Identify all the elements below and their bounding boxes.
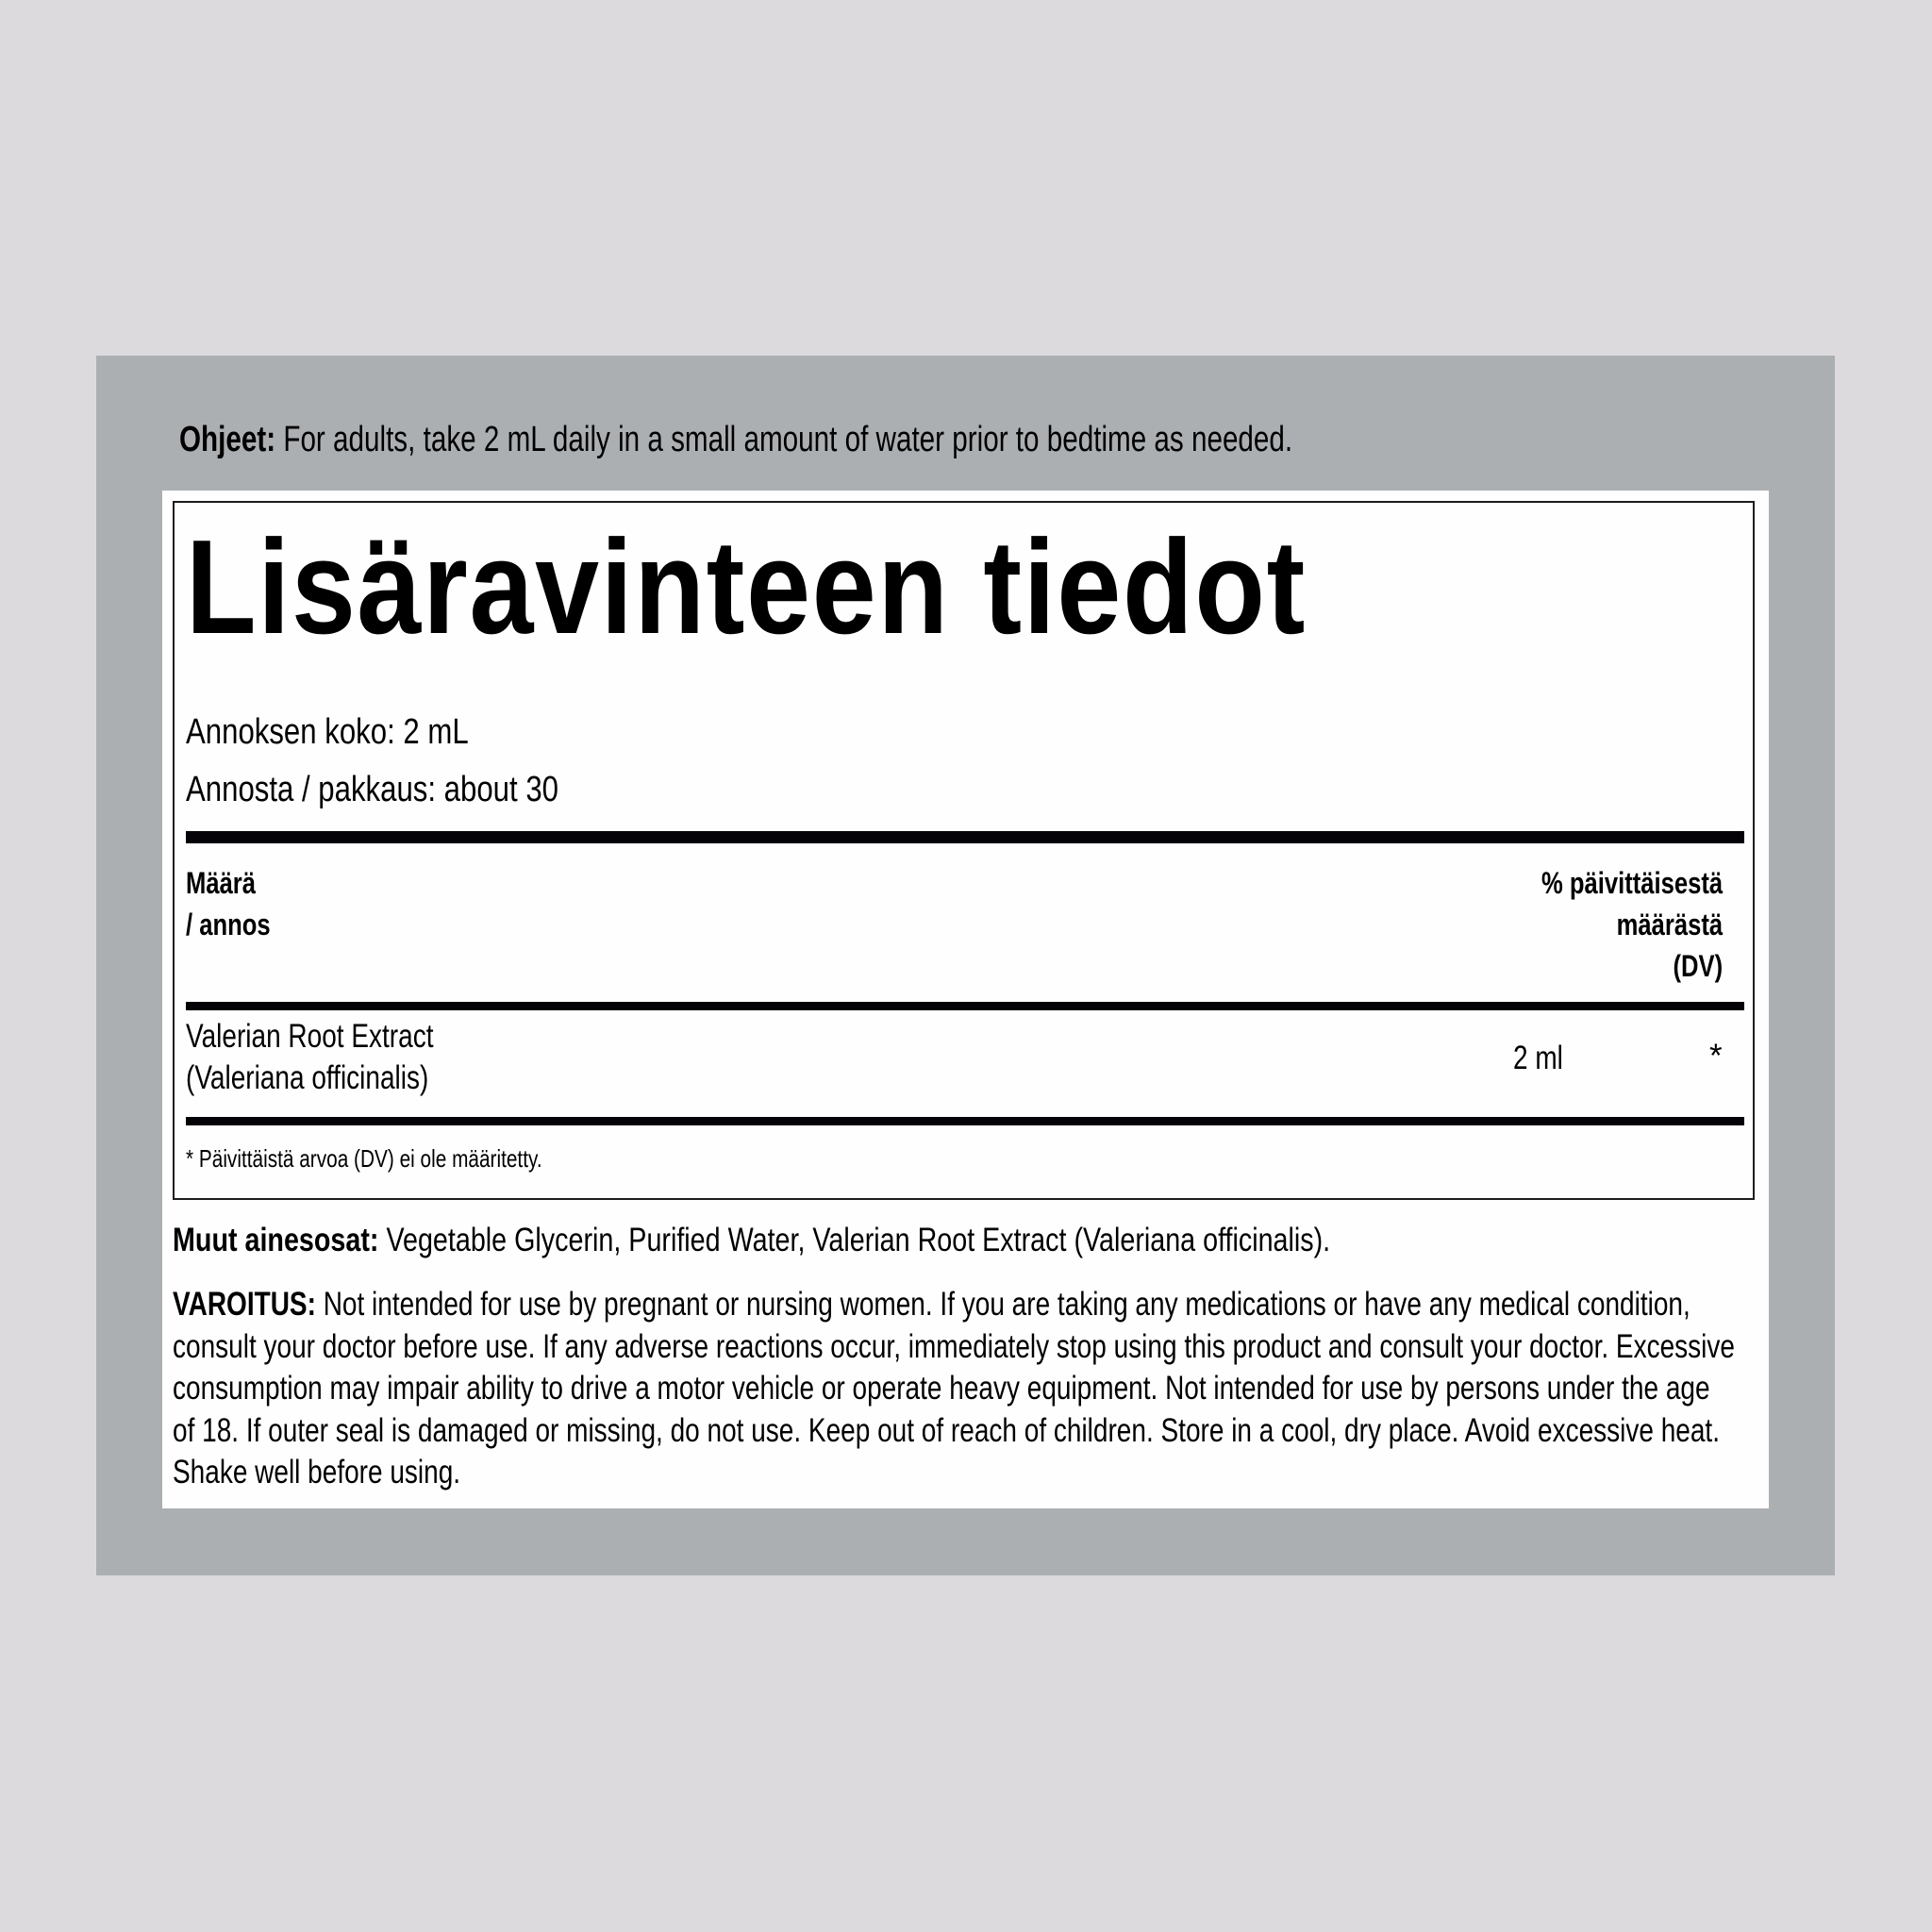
header-right-line-1: % päivittäisestä <box>1541 866 1723 900</box>
ingredient-name <box>186 1016 433 1099</box>
other-ingredients-text: Vegetable Glycerin, Purified Water, Valerian Root Extract (Valeriana officinalis). <box>378 1222 1331 1258</box>
thick-divider <box>186 831 1744 843</box>
serving-size: Annoksen koko: 2 mL <box>186 712 469 752</box>
directions-label: Ohjeet: <box>179 420 276 459</box>
header-left-line-1: Määrä <box>186 866 256 900</box>
ingredient-daily-value: * <box>1709 1038 1723 1074</box>
header-left-line-2: / annos <box>186 908 271 941</box>
header-divider <box>186 1002 1744 1010</box>
warning <box>173 1284 1735 1494</box>
other-ingredients-label: Muut ainesosat: <box>173 1222 379 1258</box>
ingredient-common-name: Valerian Root Extract <box>186 1018 434 1055</box>
supplement-facts-title: Lisäravinteen tiedot <box>186 512 1307 662</box>
warning-label: VAROITUS: <box>173 1286 316 1323</box>
servings-per-container: Annosta / pakkaus: about 30 <box>186 770 558 809</box>
directions-text: For adults, take 2 mL daily in a small amount of water prior to bedtime as needed. <box>275 420 1293 459</box>
directions <box>179 418 1292 461</box>
daily-value-header <box>1541 862 1723 987</box>
amount-per-serving-header <box>186 862 271 945</box>
ingredient-amount: 2 ml <box>1513 1040 1563 1076</box>
ingredient-latin-name: (Valeriana officinalis) <box>186 1059 429 1096</box>
warning-text: Not intended for use by pregnant or nursing women. If you are taking any medications or have any medical condition, consult your doctor before use. If any adverse reactions occur, immediately stop using this product and consult your doctor. Excessive consumption may impair ability to drive a motor vehicle or operate heavy equipment. Not intended for use by persons under the age of 18. If outer seal is damaged or missing, do not use. Keep out of reach of children. Store in a cool, dry place. Avoid excessive heat. Shake well before using. <box>173 1286 1735 1491</box>
other-ingredients <box>173 1220 1330 1261</box>
header-right-line-2: määrästä <box>1616 908 1723 941</box>
dv-footnote: * Päivittäistä arvoa (DV) ei ole määritetty. <box>186 1144 542 1173</box>
header-right-line-3: (DV) <box>1673 949 1723 983</box>
ingredient-divider <box>186 1117 1744 1125</box>
